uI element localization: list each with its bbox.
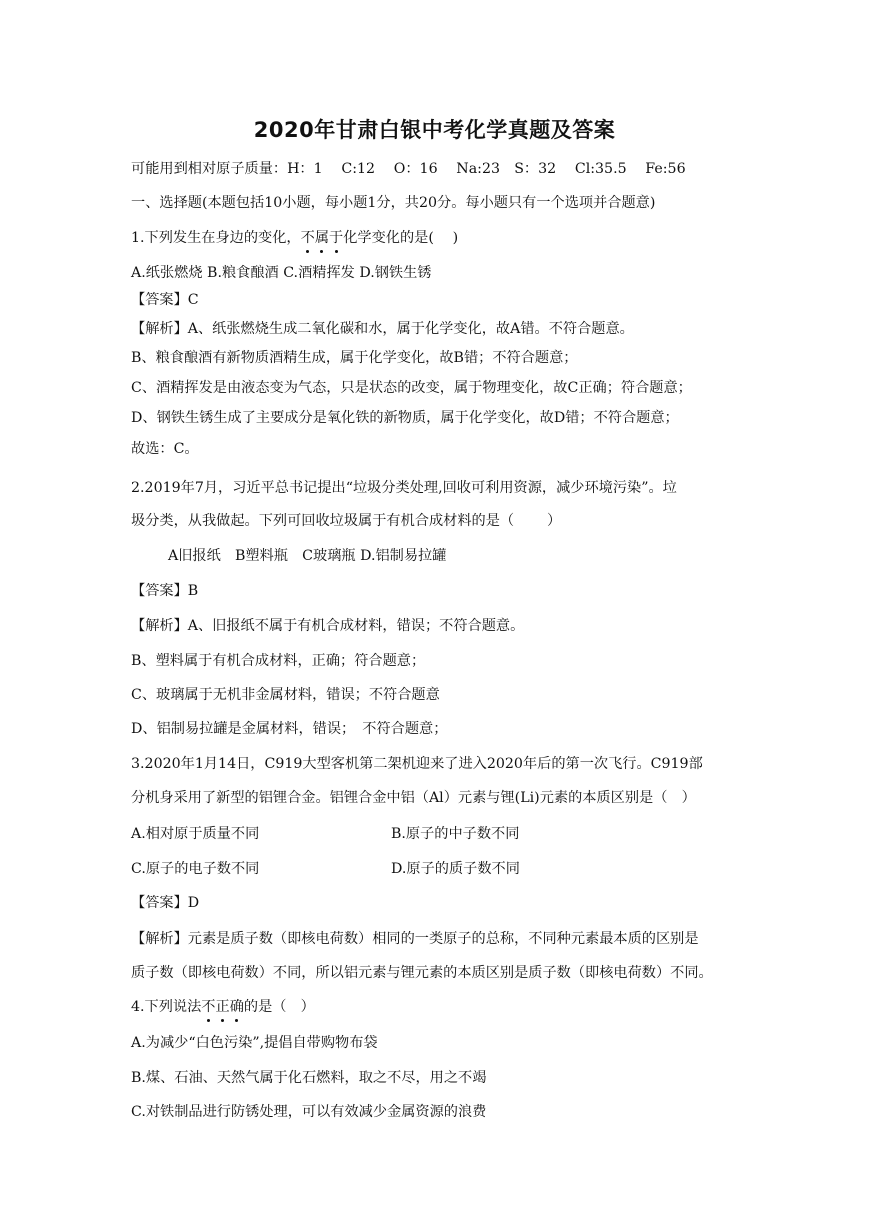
analysis-line: 质子数（即核电荷数）不同，所以铝元素与锂元素的本质区别是质子数（即核电荷数）不同。 bbox=[131, 965, 713, 981]
analysis-line: C、玻璃属于无机非金属材料，错误；不符合题意 bbox=[131, 687, 440, 703]
question-3: 3.2020年1月14日，C919大型客机第二架机迎来了进入2020年后的第一次飞行。C919部 bbox=[131, 756, 703, 772]
question-3-cont: 分机身采用了新型的铝锂合金。铝锂合金中铝（Al）元素与锂(Li)元素的本质区别是（ ） bbox=[131, 790, 696, 806]
emphasis-char: 属 bbox=[314, 230, 330, 246]
analysis-line: C、酒精挥发是由液态变为气态，只是状态的改变，属于物理变化，故C正确；符合题意； bbox=[131, 380, 692, 396]
question-1-options: A.纸张燃烧 B.粮食酿酒 C.酒精挥发 D.钢铁生锈 bbox=[131, 265, 432, 281]
emphasis-char: 于 bbox=[329, 230, 344, 246]
question-text: 4.下列说法 bbox=[131, 999, 202, 1015]
question-1 bbox=[131, 228, 458, 248]
question-3-option-d: D.原子的质子数不同 bbox=[391, 861, 520, 877]
emphasis-char: 确 bbox=[229, 999, 244, 1015]
question-2: 2.2019年7月，习近平总书记提出“垃圾分类处理,回收可利用资源，减少环境污染”。垃 bbox=[131, 480, 677, 496]
analysis-line: 故选：C。 bbox=[131, 441, 199, 457]
question-text: 化学变化的是( ) bbox=[343, 230, 459, 246]
question-text: 1.下列发生在身边的变化， bbox=[131, 230, 301, 246]
question-2-options: A旧报纸 B塑料瓶 C玻璃瓶 D.铝制易拉罐 bbox=[168, 548, 447, 564]
question-2-cont: 圾分类，从我做起。下列可回收垃圾属于有机合成材料的是（ ） bbox=[131, 513, 562, 529]
question-4 bbox=[131, 997, 315, 1017]
emphasis-char: 正 bbox=[215, 999, 230, 1015]
analysis-line: B、粮食酿酒有新物质酒精生成，属于化学变化，故B错；不符合题意； bbox=[131, 350, 578, 366]
question-4-option-c: C.对铁制品进行防锈处理，可以有效减少金属资源的浪费 bbox=[131, 1104, 487, 1120]
question-text: 的是（ ） bbox=[243, 999, 315, 1015]
analysis-line: D、铝制易拉罐是金属材料，错误； 不符合题意； bbox=[131, 721, 448, 737]
analysis-line: B、塑料属于有机合成材料，正确；符合题意； bbox=[131, 653, 426, 669]
question-3-option-a: A.相对原于质量不同 bbox=[131, 826, 260, 842]
analysis-line: D、钢铁生锈生成了主要成分是氧化铁的新物质，属于化学变化，故D错；不符合题意； bbox=[131, 410, 679, 426]
page-title: 2020年甘肃白银中考化学真题及答案 bbox=[253, 118, 616, 142]
question-3-answer: 【答案】D bbox=[131, 895, 200, 911]
question-1-analysis: 【解析】A、纸张燃烧生成二氧化碳和水，属于化学变化，故A错。不符合题意。 bbox=[131, 321, 634, 337]
question-2-analysis: 【解析】A、旧报纸不属于有机合成材料，错误；不符合题意。 bbox=[131, 618, 525, 634]
question-4-option-b: B.煤、石油、天然气属于化石燃料，取之不尽，用之不竭 bbox=[131, 1070, 487, 1086]
question-3-analysis: 【解析】元素是质子数（即核电荷数）相同的一类原子的总称，不同种元素最本质的区别是 bbox=[131, 931, 699, 947]
question-4-option-a: A.为减少“白色污染”,提倡自带购物布袋 bbox=[131, 1035, 378, 1051]
question-2-answer: 【答案】B bbox=[131, 583, 199, 599]
emphasis-char: 不 bbox=[300, 230, 315, 246]
question-1-answer: 【答案】C bbox=[131, 292, 199, 308]
atomic-mass-note: 可能用到相对原子质量：H：1 C:12 O：16 Na:23 S：32 Cl:35.5 Fe:56 bbox=[131, 161, 686, 177]
section-heading: 一、选择题(本题包括10小题，每小题1分，共20分。每小题只有一个选项并合题意) bbox=[131, 195, 656, 211]
emphasis-char: 不 bbox=[201, 999, 216, 1015]
question-3-option-b: B.原子的中子数不同 bbox=[391, 826, 520, 842]
question-3-option-c: C.原子的电子数不同 bbox=[131, 861, 260, 877]
